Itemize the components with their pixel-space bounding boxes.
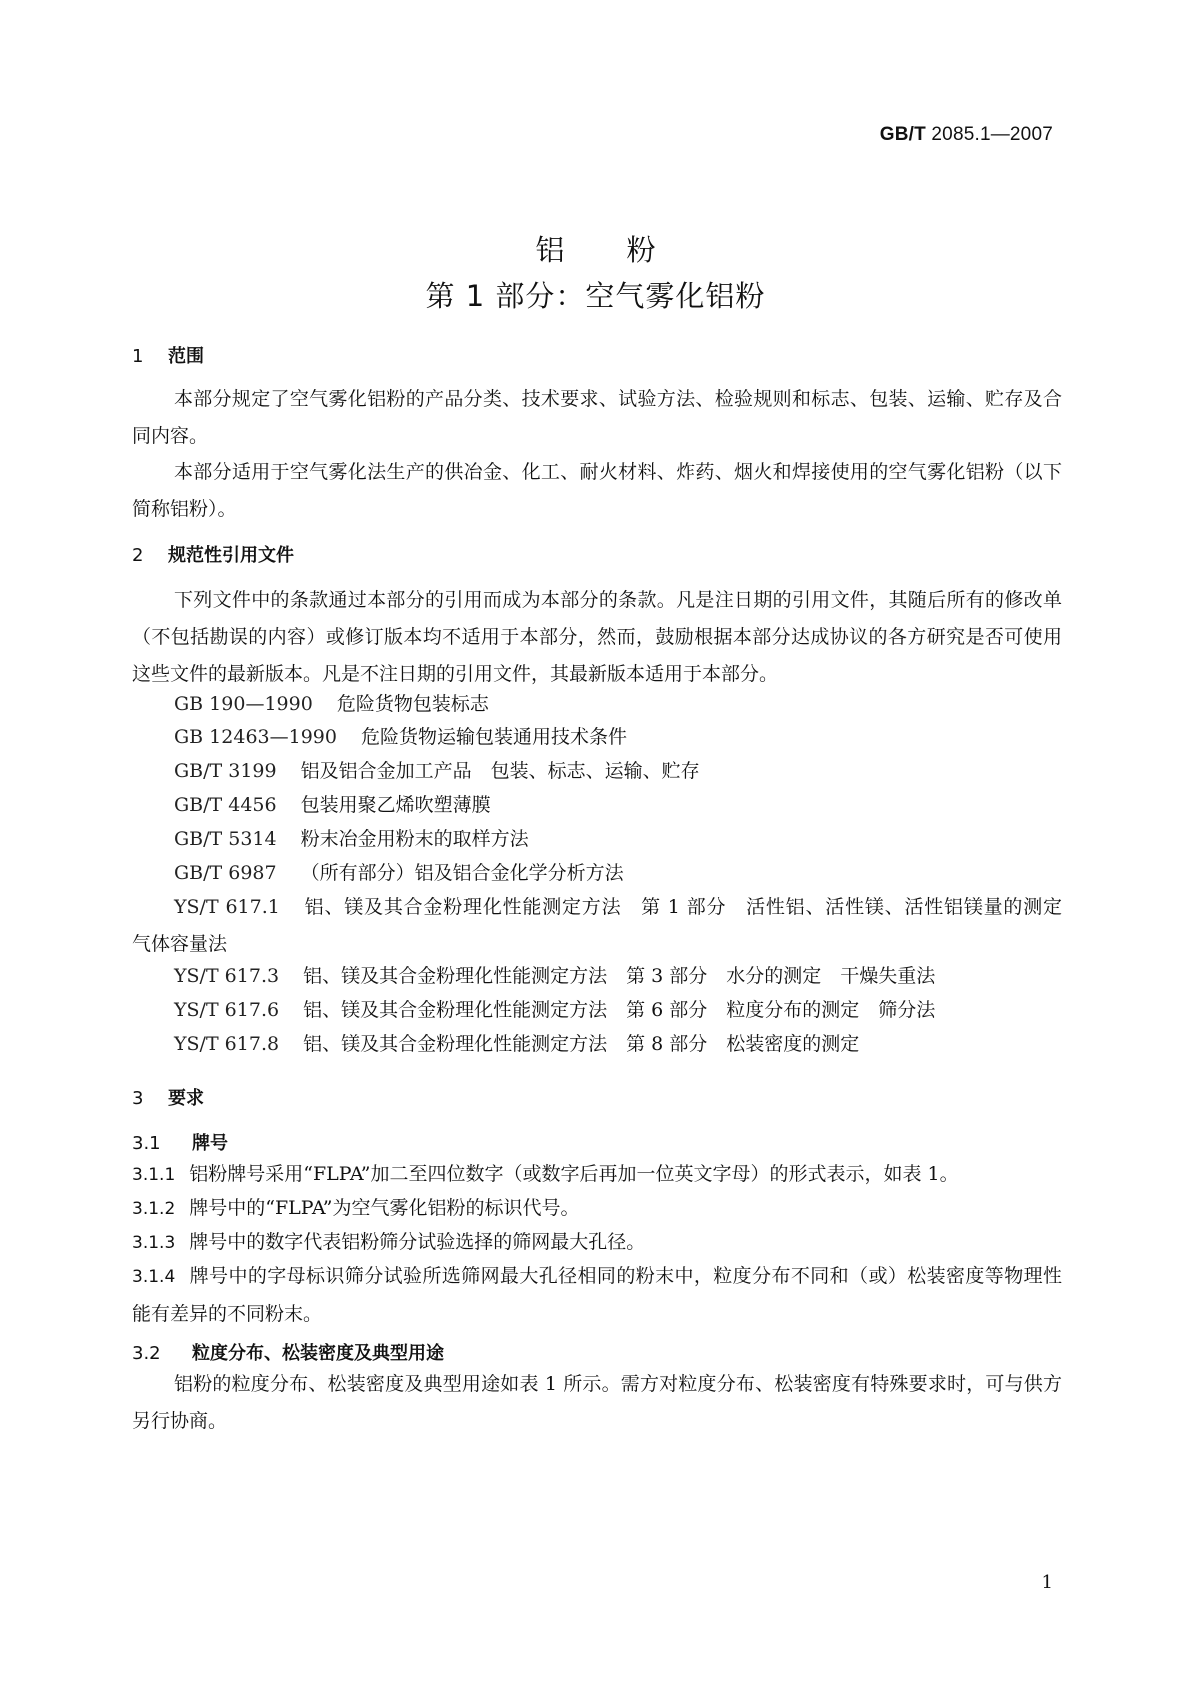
clause-3-1-4 [132, 1258, 1062, 1333]
standard-number: 2085.1—2007 [931, 124, 1053, 145]
section-title: 规范性引用文件 [168, 545, 294, 566]
reference-title: 铝、镁及其合金粉理化性能测定方法 第 6 部分 粒度分布的测定 筛分法 [303, 999, 936, 1021]
clause-text: 牌号中的数字代表铝粉筛分试验选择的筛网最大孔径。 [189, 1231, 646, 1253]
reference-title: （所有部分）铝及铝合金化学分析方法 [300, 862, 624, 884]
subsection-3-1-heading [132, 1129, 228, 1155]
reference-code: GB/T 6987 [174, 862, 277, 884]
clause-text: 铝粉牌号采用“FLPA”加二至四位数字（或数字后再加一位英文字母）的形式表示，如表 1。 [189, 1163, 959, 1185]
reference-item [174, 855, 1062, 892]
page-number: 1 [1041, 1572, 1053, 1593]
section-2-heading [132, 541, 294, 567]
reference-title: 粉末冶金用粉末的取样方法 [300, 828, 529, 850]
reference-title: 铝、镁及其合金粉理化性能测定方法 第 8 部分 松装密度的测定 [303, 1033, 860, 1055]
reference-title: 危险货物包装标志 [336, 693, 489, 715]
reference-item [174, 958, 1062, 995]
reference-item [174, 1026, 1062, 1063]
reference-code: GB/T 4456 [174, 794, 277, 816]
reference-code: GB 12463—1990 [174, 726, 337, 748]
reference-title: 铝、镁及其合金粉理化性能测定方法 第 3 部分 水分的测定 干燥失重法 [303, 965, 936, 987]
reference-item [174, 686, 1062, 723]
section-1-paragraph-1: 本部分规定了空气雾化铝粉的产品分类、技术要求、试验方法、检验规则和标志、包装、运输、贮存及合同内容。 [132, 388, 1062, 447]
reference-item [174, 787, 1062, 824]
clause-number: 3.1.3 [132, 1233, 176, 1253]
clause-3-1-1 [132, 1156, 1062, 1194]
section-1-paragraph-2: 本部分适用于空气雾化法生产的供冶金、化工、耐火材料、炸药、烟火和焊接使用的空气雾化铝粉（以下简称铝粉）。 [132, 461, 1062, 520]
subsection-title: 牌号 [192, 1133, 228, 1154]
clause-number: 3.1.4 [132, 1267, 176, 1287]
reference-code: YS/T 617.3 [174, 965, 280, 987]
reference-title: 铝及铝合金加工产品 包装、标志、运输、贮存 [300, 760, 700, 782]
section-3-2-paragraph: 铝粉的粒度分布、松装密度及典型用途如表 1 所示。需方对粒度分布、松装密度有特殊要求时，可与供方另行协商。 [132, 1373, 1062, 1432]
section-number: 2 [132, 545, 144, 566]
section-number: 3 [132, 1088, 144, 1109]
reference-code: GB/T 5314 [174, 828, 277, 850]
clause-number: 3.1.2 [132, 1199, 176, 1219]
reference-code: YS/T 617.1 [174, 896, 280, 918]
clause-text: 牌号中的字母标识筛分试验所选筛网最大孔径相同的粉末中，粒度分布不同和（或）松装密度等物理性能有差异的不同粉末。 [132, 1265, 1062, 1325]
standard-prefix: GB/T [879, 124, 926, 145]
reference-code: GB/T 3199 [174, 760, 277, 782]
reference-code: GB 190—1990 [174, 693, 313, 715]
section-2-paragraph: 下列文件中的条款通过本部分的引用而成为本部分的条款。凡是注日期的引用文件，其随后所有的修改单（不包括勘误的内容）或修订版本均不适用于本部分，然而，鼓励根据本部分达成协议的各方研究是否可使用这些文件的最新版本。凡是不注日期的引用文件，其最新版本适用于本部分。 [132, 589, 1062, 685]
reference-title: 包装用聚乙烯吹塑薄膜 [300, 794, 491, 816]
reference-item [132, 889, 1082, 963]
reference-item [174, 821, 1062, 858]
subsection-3-2-heading [132, 1339, 444, 1365]
clause-number: 3.1.1 [132, 1165, 176, 1185]
section-title: 要求 [168, 1088, 204, 1109]
reference-item [174, 992, 1062, 1029]
clause-3-1-2 [132, 1190, 1062, 1228]
section-3-heading [132, 1084, 204, 1110]
document-subtitle: 第 1 部分：空气雾化铝粉 [425, 279, 766, 313]
reference-item [174, 719, 1062, 756]
section-number: 1 [132, 346, 144, 367]
standard-code [880, 124, 1053, 146]
reference-title: 铝、镁及其合金粉理化性能测定方法 第 1 部分 活性铝、活性镁、活性铝镁量的测定 气体容量法 [132, 896, 1082, 955]
reference-code: YS/T 617.8 [174, 1033, 280, 1055]
document-title: 铝粉 [535, 233, 718, 267]
reference-code: YS/T 617.6 [174, 999, 280, 1021]
subsection-number: 3.2 [132, 1343, 161, 1364]
clause-text: 牌号中的“FLPA”为空气雾化铝粉的标识代号。 [189, 1197, 580, 1219]
subsection-title: 粒度分布、松装密度及典型用途 [192, 1343, 444, 1364]
subsection-number: 3.1 [132, 1133, 161, 1154]
section-1-heading [132, 342, 204, 368]
clause-3-1-3 [132, 1224, 1062, 1262]
section-title: 范围 [168, 346, 204, 367]
reference-title: 危险货物运输包装通用技术条件 [360, 726, 627, 748]
reference-item [174, 753, 1062, 790]
